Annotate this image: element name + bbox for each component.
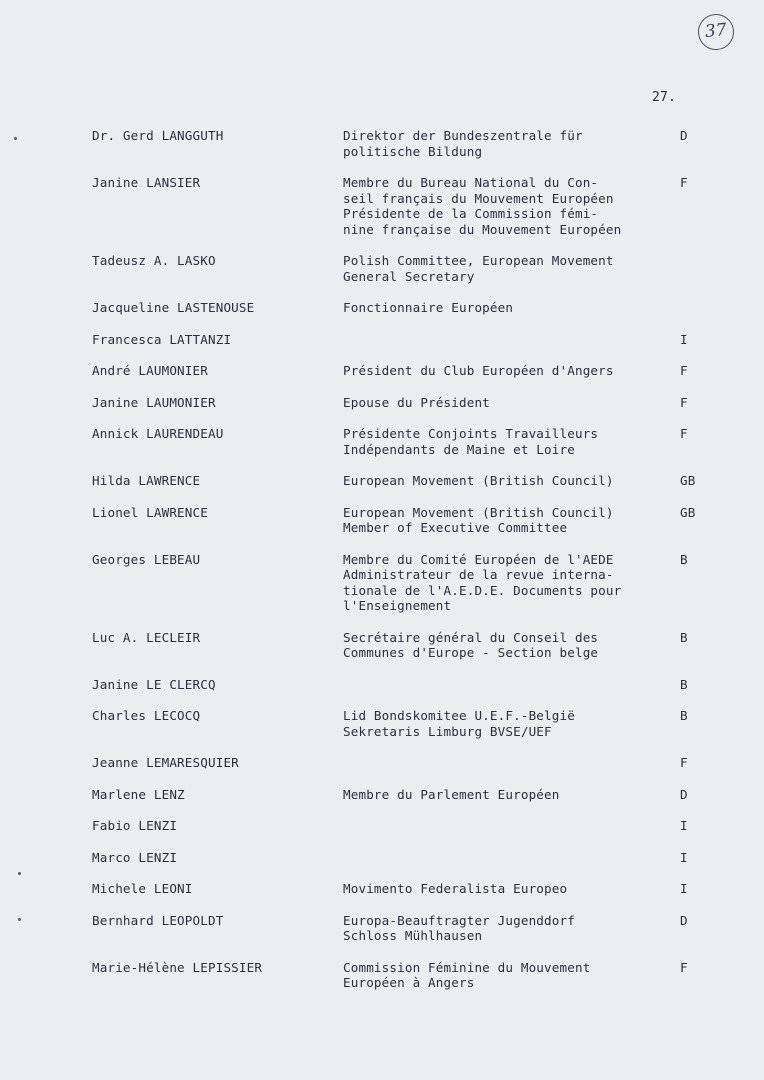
description-line: Présidente de la Commission fémi- bbox=[343, 206, 599, 221]
description-line: Membre du Parlement Européen bbox=[343, 786, 560, 802]
member-description bbox=[343, 881, 673, 897]
description-line: Sekretaris Limburg BVSE/UEF bbox=[343, 723, 552, 739]
country-code: GB bbox=[680, 504, 696, 520]
list-item bbox=[0, 708, 764, 739]
member-list bbox=[0, 128, 764, 1007]
list-item bbox=[0, 960, 764, 991]
list-item bbox=[0, 755, 764, 771]
country-code: D bbox=[680, 128, 688, 143]
list-item bbox=[0, 175, 764, 237]
member-name: Hilda LAWRENCE bbox=[92, 473, 201, 488]
member-name: Jacqueline LASTENOUSE bbox=[92, 300, 255, 315]
country-code: I bbox=[680, 849, 688, 865]
description-line: Présidente Conjoints Travailleurs bbox=[343, 426, 599, 441]
list-item bbox=[0, 818, 764, 834]
member-description bbox=[343, 395, 673, 411]
member-name: Charles LECOCQ bbox=[92, 708, 201, 723]
description-line: Communes d'Europe - Section belge bbox=[343, 645, 599, 660]
member-description bbox=[343, 708, 673, 739]
country-code: B bbox=[680, 676, 688, 692]
description-line: nine française du Mouvement Européen bbox=[343, 221, 622, 237]
member-description bbox=[343, 913, 673, 944]
member-name: Marie-Hélène LEPISSIER bbox=[92, 959, 263, 975]
description-line: Membre du Bureau National du Con- bbox=[343, 175, 599, 190]
country-code: I bbox=[680, 331, 688, 347]
member-name: Bernhard LEOPOLDT bbox=[92, 912, 224, 928]
member-name: Dr. Gerd LANGGUTH bbox=[92, 128, 224, 143]
list-item bbox=[0, 552, 764, 614]
country-code: D bbox=[680, 912, 688, 928]
member-description bbox=[343, 473, 673, 489]
country-code: F bbox=[680, 394, 688, 410]
description-line: Schloss Mühlhausen bbox=[343, 928, 483, 943]
country-code: F bbox=[680, 363, 688, 378]
member-name: Lionel LAWRENCE bbox=[92, 504, 208, 520]
country-code: I bbox=[680, 818, 688, 833]
member-name: André LAUMONIER bbox=[92, 363, 208, 378]
member-name: Annick LAURENDEAU bbox=[92, 426, 224, 441]
member-name: Marco LENZI bbox=[92, 849, 178, 865]
description-line: Indépendants de Maine et Loire bbox=[343, 441, 575, 457]
description-line: Polish Committee, European Movement bbox=[343, 253, 614, 268]
description-line: tionale de l'A.E.D.E. Documents pour bbox=[343, 582, 622, 598]
member-name: Tadeusz A. LASKO bbox=[92, 253, 216, 268]
description-line: l'Enseignement bbox=[343, 598, 452, 613]
page-number: 27. bbox=[652, 90, 676, 105]
country-code: B bbox=[680, 629, 688, 645]
member-description bbox=[343, 755, 673, 771]
member-description bbox=[343, 960, 673, 991]
member-name: Janine LANSIER bbox=[92, 175, 201, 190]
description-line: seil français du Mouvement Européen bbox=[343, 190, 614, 206]
list-item bbox=[0, 332, 764, 348]
member-description bbox=[343, 505, 673, 536]
member-description bbox=[343, 363, 673, 379]
list-item bbox=[0, 128, 764, 159]
country-code: F bbox=[680, 755, 688, 770]
member-description bbox=[343, 300, 673, 316]
list-item bbox=[0, 363, 764, 379]
country-code: F bbox=[680, 959, 688, 975]
description-line: Administrateur de la revue interna- bbox=[343, 567, 614, 582]
member-name: Francesca LATTANZI bbox=[92, 331, 232, 347]
country-code: F bbox=[680, 426, 688, 441]
list-item bbox=[0, 253, 764, 284]
description-line: Commission Féminine du Mouvement bbox=[343, 959, 591, 975]
member-description bbox=[343, 630, 673, 661]
description-line: European Movement (British Council) bbox=[343, 504, 614, 520]
member-description bbox=[343, 332, 673, 348]
member-description bbox=[343, 787, 673, 803]
description-line: Européen à Angers bbox=[343, 975, 475, 990]
description-line: General Secretary bbox=[343, 268, 475, 284]
country-code: I bbox=[680, 881, 688, 896]
description-line: Président du Club Européen d'Angers bbox=[343, 363, 614, 378]
member-description bbox=[343, 128, 673, 159]
list-item bbox=[0, 395, 764, 411]
member-name: Fabio LENZI bbox=[92, 818, 178, 833]
list-item bbox=[0, 505, 764, 536]
country-code: B bbox=[680, 708, 688, 723]
member-name: Jeanne LEMARESQUIER bbox=[92, 755, 239, 770]
member-name: Luc A. LECLEIR bbox=[92, 629, 201, 645]
empty-description bbox=[343, 755, 673, 771]
member-name: Michele LEONI bbox=[92, 881, 193, 896]
list-item bbox=[0, 913, 764, 944]
member-name: Janine LAUMONIER bbox=[92, 394, 216, 410]
country-code: D bbox=[680, 786, 688, 802]
member-description bbox=[343, 677, 673, 693]
member-name: Janine LE CLERCQ bbox=[92, 676, 216, 692]
member-description bbox=[343, 253, 673, 284]
list-item bbox=[0, 300, 764, 316]
description-line: Epouse du Président bbox=[343, 394, 490, 410]
description-line: European Movement (British Council) bbox=[343, 473, 614, 488]
description-line: politische Bildung bbox=[343, 143, 483, 159]
member-description bbox=[343, 175, 673, 237]
list-item bbox=[0, 630, 764, 661]
member-description bbox=[343, 850, 673, 866]
empty-description bbox=[343, 818, 673, 834]
country-code: B bbox=[680, 551, 688, 567]
empty-description bbox=[343, 332, 673, 348]
list-item bbox=[0, 787, 764, 803]
list-item bbox=[0, 677, 764, 693]
description-line: Member of Executive Committee bbox=[343, 520, 568, 535]
member-description bbox=[343, 426, 673, 457]
description-line: Membre du Comité Européen de l'AEDE bbox=[343, 551, 614, 567]
member-description bbox=[343, 818, 673, 834]
empty-description bbox=[343, 850, 673, 866]
country-code: GB bbox=[680, 473, 696, 488]
list-item bbox=[0, 881, 764, 897]
country-code: F bbox=[680, 175, 688, 190]
list-item bbox=[0, 473, 764, 489]
description-line: Secrétaire général du Conseil des bbox=[343, 629, 599, 645]
description-line: Europa-Beauftragter Jugenddorf bbox=[343, 912, 575, 928]
description-line: Fonctionnaire Européen bbox=[343, 300, 514, 315]
description-line: Movimento Federalista Europeo bbox=[343, 881, 568, 896]
member-name: Georges LEBEAU bbox=[92, 551, 201, 567]
empty-description bbox=[343, 677, 673, 693]
archive-stamp: 37 bbox=[696, 12, 736, 52]
list-item bbox=[0, 850, 764, 866]
description-line: Lid Bondskomitee U.E.F.-België bbox=[343, 708, 575, 723]
description-line: Direktor der Bundeszentrale für bbox=[343, 128, 583, 143]
member-description bbox=[343, 552, 673, 614]
list-item bbox=[0, 426, 764, 457]
member-name: Marlene LENZ bbox=[92, 786, 185, 802]
